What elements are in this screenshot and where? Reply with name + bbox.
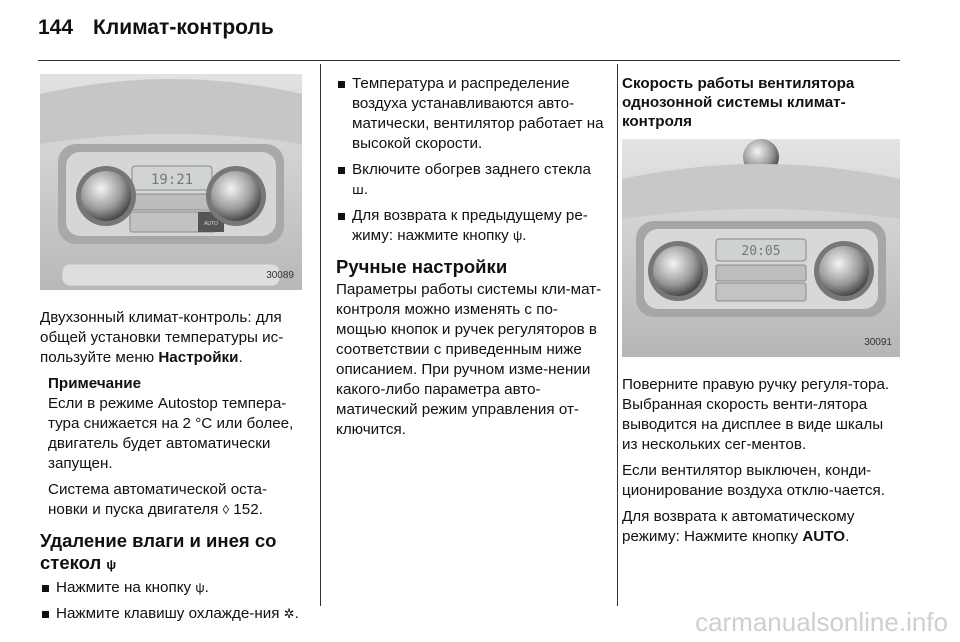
note-text-1: Если в режиме Autostop темпера-тура снижается на 2 °C или более, двигатель будет автоматически запущен. — [48, 395, 294, 472]
snowflake-icon: ✲ — [283, 606, 295, 621]
svg-text:AUTO: AUTO — [204, 221, 218, 227]
climate-panel-photo-single — [622, 139, 900, 357]
bullet-item: Для возврата к предыдущему ре-жиму: нажмите кнопку ψ. — [336, 206, 606, 246]
fan-speed-paragraph-3: Для возврата к автоматическому режиму: Нажмите кнопку AUTO. — [622, 508, 855, 545]
section-heading-fan-speed: Скорость работы вентилятора однозонной системы климат-контроля — [622, 75, 855, 130]
intro-paragraph: Двухзонный климат-контроль: для общей установки температуры ис-пользуйте меню Настройки. — [40, 309, 284, 366]
fan-speed-paragraph-2: Если вентилятор выключен, конди-ционирование воздуха отклю-чается. — [622, 462, 885, 499]
header-rule — [38, 60, 900, 61]
column-divider-1 — [320, 64, 321, 606]
fan-speed-paragraph-1: Поверните правую ручку регуля-тора. Выбранная скорость венти-лятора выводится на дисплее в виде шкалы из нескольких сег-ментов. — [622, 376, 890, 453]
bullet-item: Температура и распределение воздуха устанавливаются авто-матически, вентилятор работает на высокой скорости. — [336, 74, 606, 154]
page-number: 144 — [38, 16, 74, 39]
page-header — [38, 8, 274, 48]
column-1 — [40, 74, 306, 630]
watermark: carmanualsonline.info — [695, 607, 948, 637]
bullet-item: Включите обогрев заднего стекла ꟺ. — [336, 160, 606, 200]
auto-button-label: AUTO — [802, 528, 846, 545]
note-heading: Примечание — [48, 375, 142, 392]
windshield-defrost-icon: ψ — [106, 557, 117, 572]
page-title: Климат-контроль — [93, 16, 274, 39]
figure-id: 30089 — [266, 270, 294, 281]
figure-id: 30091 — [864, 337, 892, 348]
note-text-2: Система автоматической оста-новки и пуска двигателя ◊ 152. — [48, 481, 268, 518]
page-ref-icon: ◊ — [222, 502, 230, 517]
section-heading-manual: Ручные настройки — [336, 256, 508, 277]
bullet-item: Нажмите клавишу охлажде-ния ✲. — [40, 604, 306, 624]
section-heading-defog: Удаление влаги и инея со стекол ψ — [40, 530, 277, 573]
panel-display-text: 20:05 — [741, 244, 781, 259]
column-2 — [336, 74, 606, 446]
climate-panel-photo-dual — [40, 74, 302, 290]
bullet-item: Нажмите на кнопку ψ. — [40, 578, 306, 598]
windshield-defrost-icon: ψ — [513, 228, 523, 243]
rear-window-heater-icon: ꟺ — [352, 182, 364, 197]
manual-settings-paragraph: Параметры работы системы кли-мат-контроля можно изменять с по-мощью кнопок и ручек регуляторов в соответствии с приведенным ниже описанием. При ручном изме-нении какого-либо параметра авто-матический режим управления от-ключится. — [336, 281, 602, 438]
climate-panel-illustration — [40, 74, 302, 290]
climate-panel-illustration — [622, 139, 900, 357]
settings-menu-label: Настройки — [158, 349, 239, 366]
column-divider-2 — [617, 64, 618, 606]
panel-display-text: 19:21 — [150, 172, 194, 188]
windshield-defrost-icon: ψ — [195, 580, 205, 595]
note-block — [40, 374, 306, 520]
column-3 — [622, 74, 902, 553]
